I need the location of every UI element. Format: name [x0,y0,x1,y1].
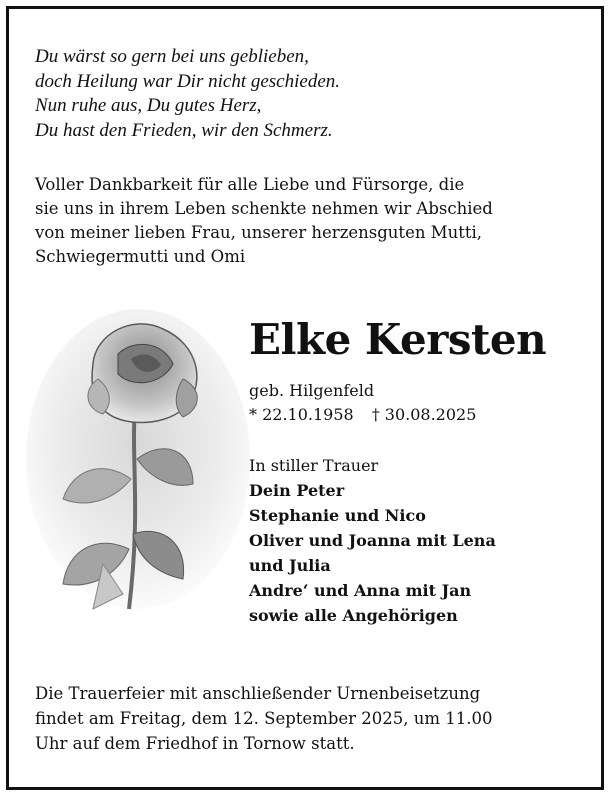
mourner-line: sowie alle Angehörigen [249,606,458,625]
intro-line: Voller Dankbarkeit für alle Liebe und Fürsorge, die [35,175,465,194]
intro-text [35,173,595,269]
mourners-block [249,453,496,628]
poem-line: Du wärst so gern bei uns geblieben, [35,46,309,67]
mourner-line: und Julia [249,556,331,575]
deceased-name: Elke Kersten [249,315,547,364]
life-dates [249,403,476,427]
footer-line: Die Trauerfeier mit anschließender Urnenbeisetzung [35,684,481,703]
footer-line: findet am Freitag, dem 12. September 2025, um 11.00 [35,709,493,728]
mourner-line: Dein Peter [249,481,345,500]
intro-line: von meiner lieben Frau, unserer herzensguten Mutti, [35,223,483,242]
birth-date: * 22.10.1958 [249,405,354,424]
poem-line: Nun ruhe aus, Du gutes Herz, [35,95,262,116]
mourners-lead: In stiller Trauer [249,456,379,475]
obituary-frame [6,6,604,790]
mourner-line: Andre‘ und Anna mit Jan [249,581,472,600]
rose-image [23,309,253,615]
mourner-line: Stephanie und Nico [249,506,426,525]
poem-line: doch Heilung war Dir nicht geschieden. [35,70,341,92]
intro-line: sie uns in ihrem Leben schenkte nehmen wir Abschied [35,199,493,218]
poem-line: Du hast den Frieden, wir den Schmerz. [35,119,333,141]
death-date: † 30.08.2025 [371,405,477,424]
funeral-notice [35,681,595,756]
intro-line: Schwiegermutti und Omi [35,247,246,266]
poem [35,45,340,143]
mourner-line: Oliver und Joanna mit Lena [249,531,496,550]
birth-name: geb. Hilgenfeld [249,381,375,400]
footer-line: Uhr auf dem Friedhof in Tornow statt. [35,734,355,753]
